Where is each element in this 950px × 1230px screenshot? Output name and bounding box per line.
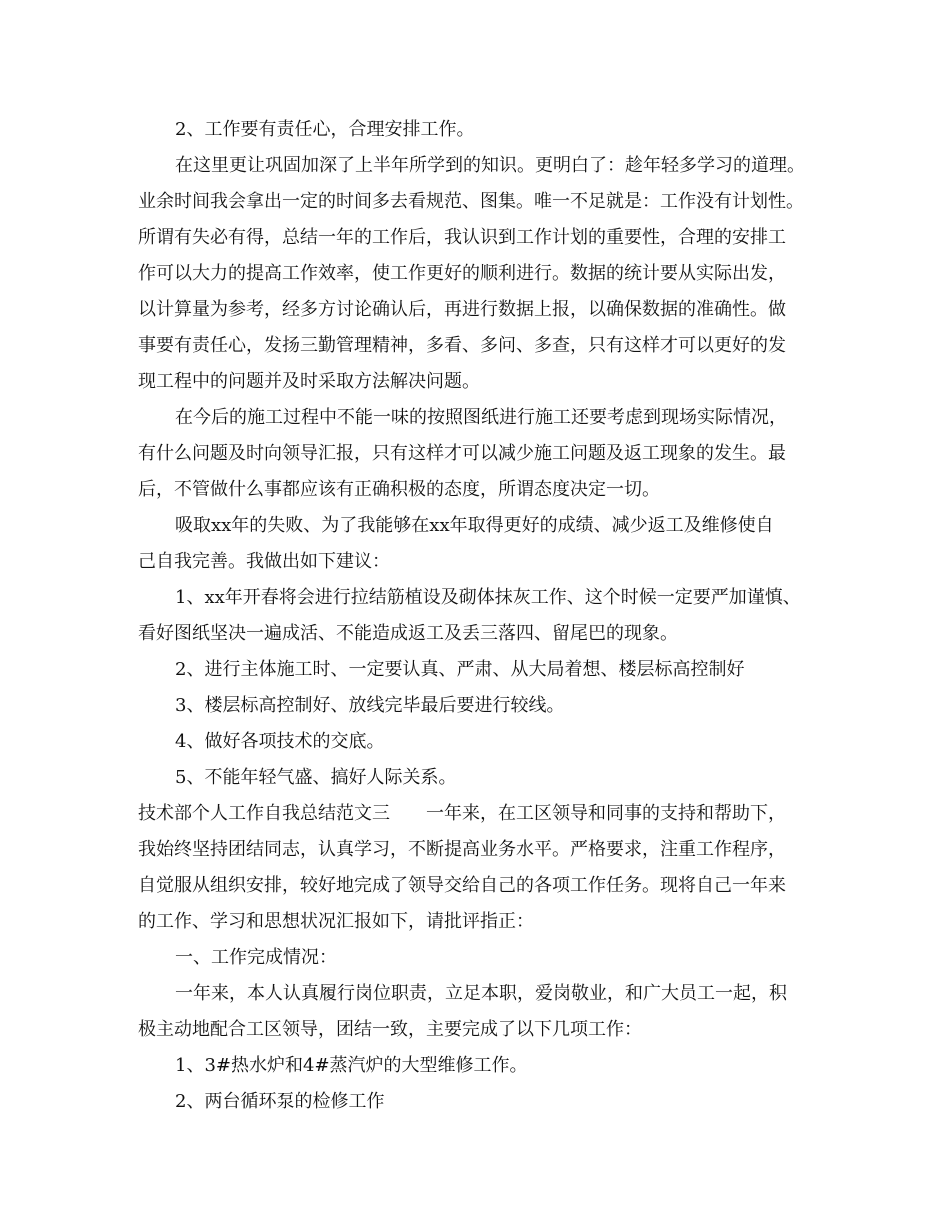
text-line: 2、两台循环泵的检修工作 — [175, 1091, 385, 1112]
text-line: 我始终坚持团结同志，认真学习，不断提高业务水平。严格要求，注重工作程序， — [138, 839, 786, 860]
text-line: 1、xx年开春将会进行拉结筋植设及砌体抹灰工作、这个时候一定要严加谨慎、 — [175, 587, 801, 608]
text-line: 自觉服从组织安排，较好地完成了领导交给自己的各项工作任务。现将自己一年来 — [138, 875, 786, 896]
text-line: 看好图纸坚决一遍成活、不能造成返工及丢三落四、留尾巴的现象。 — [138, 623, 678, 644]
text-line: 4、做好各项技术的交底。 — [175, 731, 385, 752]
text-line: 1、3#热水炉和4#蒸汽炉的大型维修工作。 — [175, 1055, 528, 1076]
text-line: 有什么问题及时向领导汇报，只有这样才可以减少施工问题及返工现象的发生。最 — [138, 443, 786, 464]
text-line: 一、工作完成情况： — [175, 947, 337, 968]
text-line: 作可以大力的提高工作效率，使工作更好的顺利进行。数据的统计要从实际出发， — [138, 263, 786, 284]
text-line: 2、工作要有责任心，合理安排工作。 — [175, 119, 475, 140]
text-line: 3、楼层标高控制好、放线完毕最后要进行较线。 — [175, 695, 565, 716]
text-line: 事要有责任心，发扬三勤管理精神，多看、多问、多查，只有这样才可以更好的发 — [138, 335, 786, 356]
text-line: 2、进行主体施工时、一定要认真、严肃、从大局着想、楼层标高控制好 — [175, 659, 745, 680]
text-line: 所谓有失必有得，总结一年的工作后，我认识到工作计划的重要性，合理的安排工 — [138, 227, 786, 248]
text-line: 一年来，本人认真履行岗位职责，立足本职，爱岗敬业，和广大员工一起，积 — [175, 983, 787, 1004]
text-line: 己自我完善。我做出如下建议： — [138, 551, 390, 572]
text-line: 吸取xx年的失败、为了我能够在xx年取得更好的成绩、减少返工及维修使自 — [175, 515, 774, 536]
text-line: 在今后的施工过程中不能一味的按照图纸进行施工还要考虑到现场实际情况， — [175, 407, 787, 428]
text-line: 技术部个人工作自我总结范文三 一年来，在工区领导和同事的支持和帮助下， — [138, 803, 786, 824]
text-line: 5、不能年轻气盛、搞好人际关系。 — [175, 767, 457, 788]
text-line: 以计算量为参考，经多方讨论确认后，再进行数据上报，以确保数据的准确性。做 — [138, 299, 786, 320]
text-line: 业余时间我会拿出一定的时间多去看规范、图集。唯一不足就是：工作没有计划性。 — [138, 191, 804, 212]
text-line: 后，不管做什么事都应该有正确积极的态度，所谓态度决定一切。 — [138, 479, 660, 500]
text-line: 极主动地配合工区领导，团结一致，主要完成了以下几项工作： — [138, 1019, 642, 1040]
text-line: 现工程中的问题并及时采取方法解决问题。 — [138, 371, 480, 392]
text-line: 的工作、学习和思想状况汇报如下，请批评指正： — [138, 911, 534, 932]
text-line: 在这里更让巩固加深了上半年所学到的知识。更明白了：趁年轻多学习的道理。 — [175, 155, 805, 176]
